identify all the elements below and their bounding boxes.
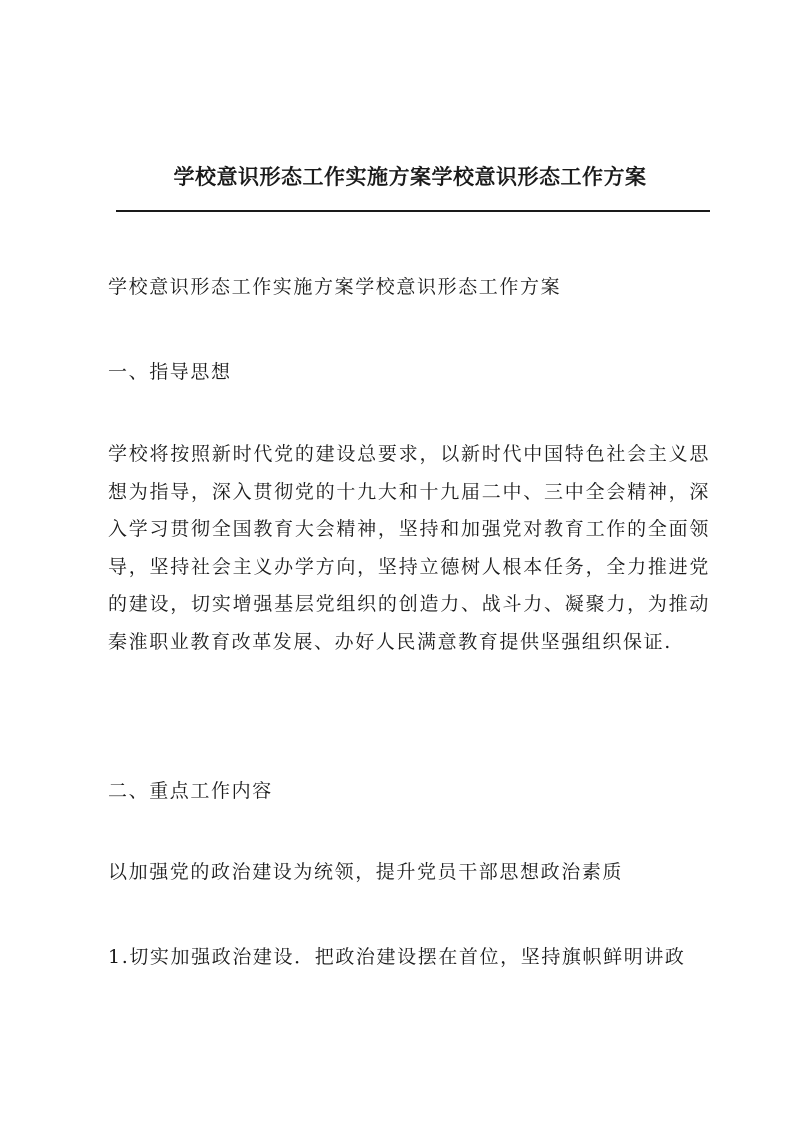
section-1-body: 学校将按照新时代党的建设总要求，以新时代中国特色社会主义思想为指导，深入贯彻党的十九大和十九届二中、三中全会精神，深入学习贯彻全国教育大会精神，坚持和加强党对教育工作的全面领导，坚持社会主义办学方向，坚持立德树人根本任务，全力推进党的建设，切实增强基层党组织的创造力、战斗力、凝聚力，为推动秦淮职业教育改革发展、办好人民满意教育提供坚强组织保证. bbox=[108, 443, 710, 653]
document-subtitle: 学校意识形态工作实施方案学校意识形态工作方案 bbox=[108, 276, 562, 298]
title-divider bbox=[116, 210, 710, 212]
section-2-heading: 二、重点工作内容 bbox=[108, 780, 273, 802]
document-title: 学校意识形态工作实施方案学校意识形态工作方案 bbox=[173, 164, 647, 189]
section-2-lead: 以加强党的政治建设为统领，提升党员干部思想政治素质 bbox=[108, 861, 624, 883]
section-1-heading: 一、指导思想 bbox=[108, 361, 232, 383]
section-2-item-1: 1.切实加强政治建设．把政治建设摆在首位，坚持旗帜鲜明讲政 bbox=[108, 946, 686, 968]
